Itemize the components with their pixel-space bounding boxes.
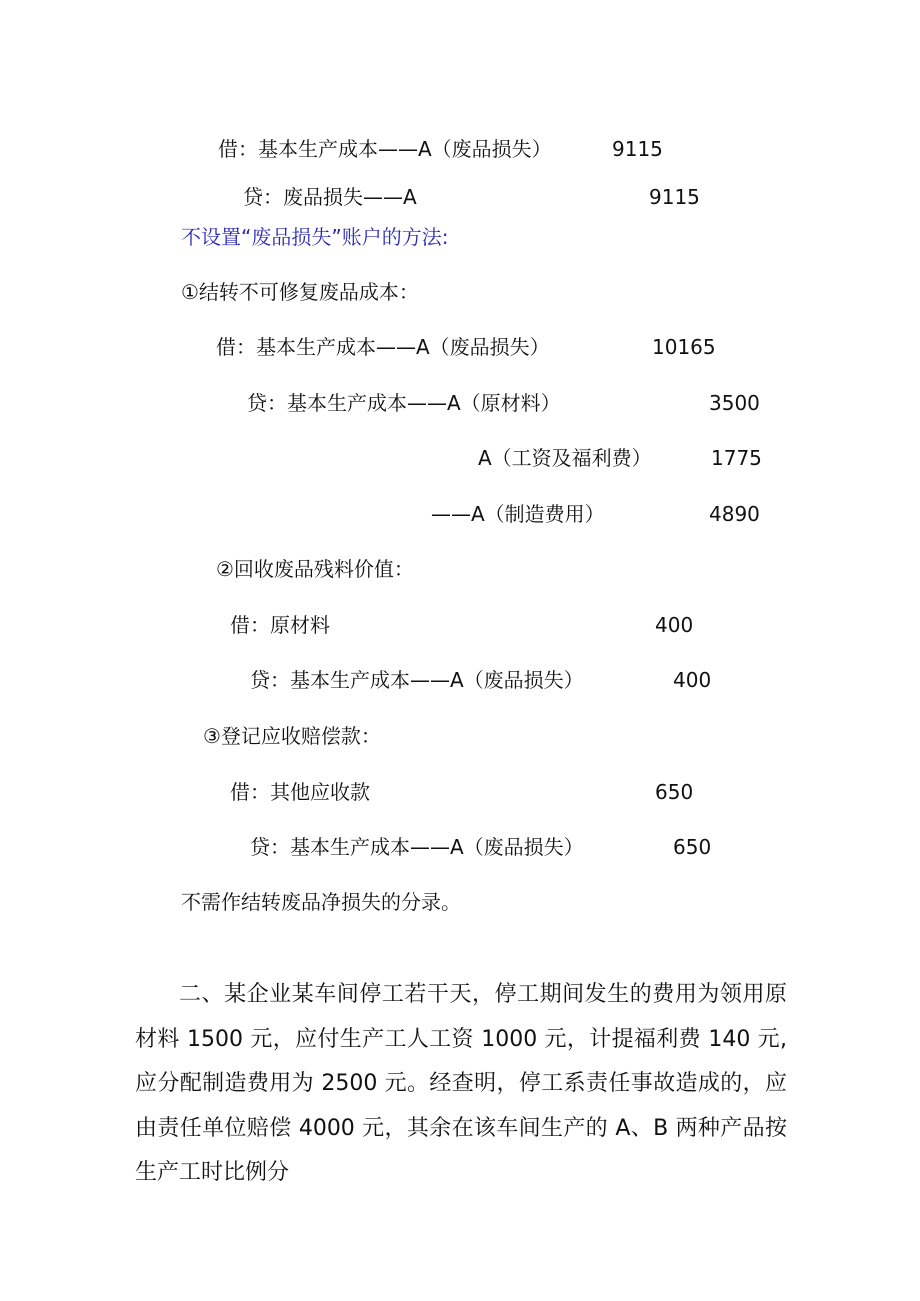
debit-entry-2-amount: 10165 [652,335,716,359]
credit-entry-1-label: 贷：废品损失——A [243,185,417,209]
credit-entry-2-label: 贷：基本生产成本——A（原材料） [247,391,561,415]
debit-entry-1-amount: 9115 [612,137,663,161]
credit-entry-1-amount: 9115 [649,185,700,209]
step-3-heading: ③登记应收赔偿款： [203,724,381,748]
debit-entry-3-label: 借：原材料 [230,613,330,637]
method-heading: 不设置“废品损失”账户的方法: [181,225,449,249]
debit-entry-1-label: 借：基本生产成本——A（废品损失） [218,137,552,161]
debit-entry-4-amount: 650 [655,780,694,804]
credit-entry-2c-label: ——A（制造费用） [431,502,605,526]
debit-entry-4-label: 借：其他应收款 [230,780,370,804]
credit-entry-3-label: 贷：基本生产成本——A（废品损失） [250,668,584,692]
step-1-heading: ①结转不可修复废品成本： [181,280,419,304]
step-2-heading: ②回收废品残料价值： [216,557,414,581]
problem-2-paragraph: 二、某企业某车间停工若干天，停工期间发生的费用为领用原材料 1500 元，应付生产工人工资 1000 元，计提福利费 140 元,应分配制造费用为 2500 元。经查明，停工系责任事故造成的，应由责任单位赔偿 4000 元，其余在该车间生产的 A、B 两种产品按生产工时比例分 [135,982,787,1185]
credit-entry-2-amount: 3500 [709,391,760,415]
credit-entry-2c-amount: 4890 [709,502,760,526]
credit-entry-3-amount: 400 [673,668,712,692]
closing-note: 不需作结转废品净损失的分录。 [181,890,461,914]
credit-entry-4-amount: 650 [673,835,712,859]
debit-entry-2-label: 借：基本生产成本——A（废品损失） [216,335,550,359]
credit-entry-2b-amount: 1775 [711,446,762,470]
credit-entry-4-label: 贷：基本生产成本——A（废品损失） [250,835,584,859]
debit-entry-3-amount: 400 [655,613,694,637]
credit-entry-2b-label: A（工资及福利费） [478,446,652,470]
